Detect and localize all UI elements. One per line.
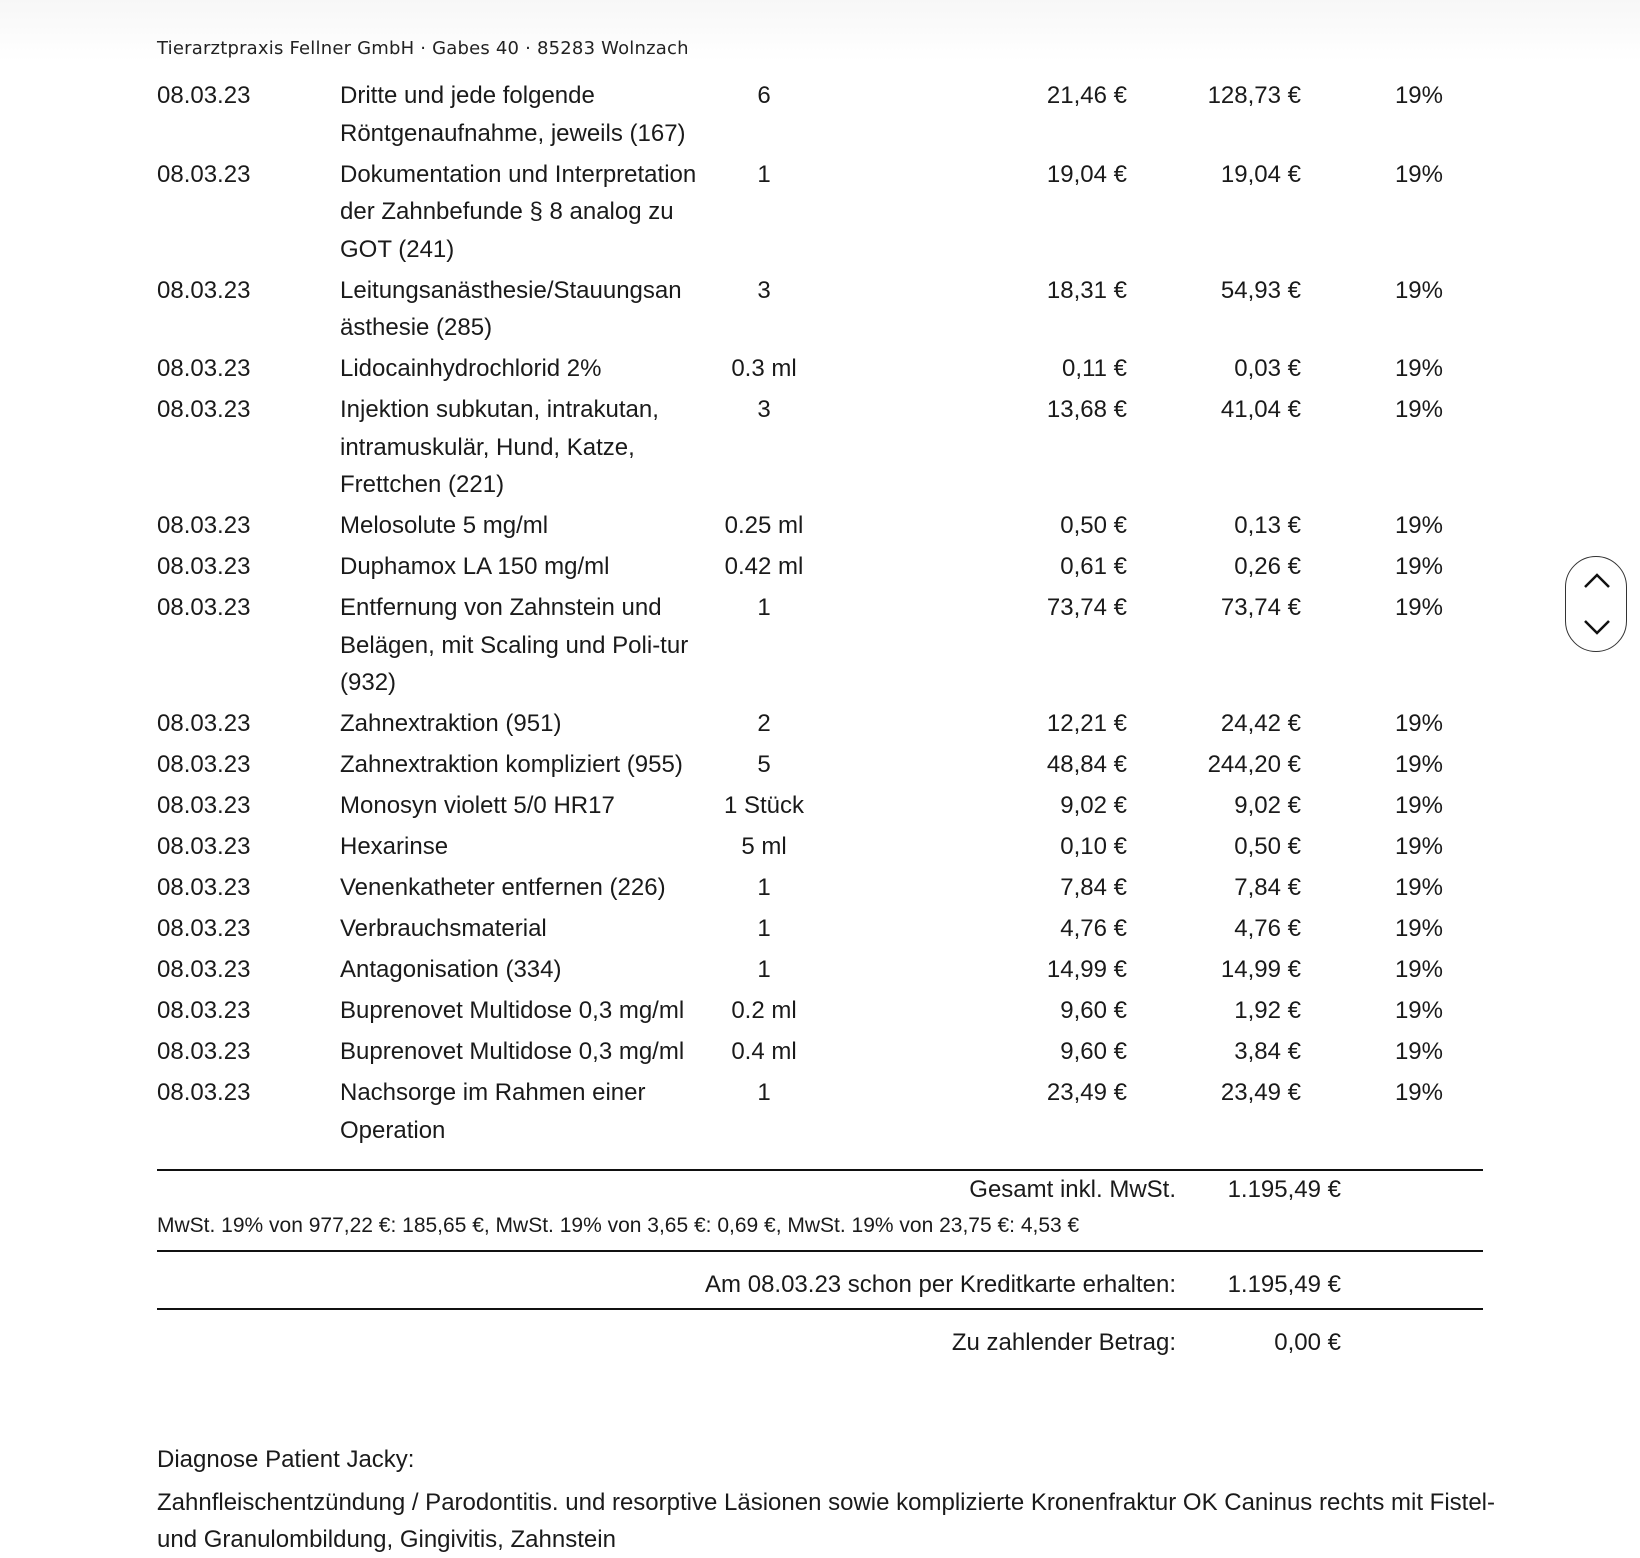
invoice-row bbox=[157, 787, 1483, 825]
item-description: Melosolute 5 mg/ml bbox=[340, 512, 549, 539]
item-unit-price: 0,50 € bbox=[1060, 512, 1127, 539]
item-total: 9,02 € bbox=[1234, 792, 1301, 819]
item-date: 08.03.23 bbox=[157, 915, 251, 942]
item-date: 08.03.23 bbox=[157, 160, 251, 188]
item-vat-rate: 19% bbox=[1394, 276, 1443, 304]
item-unit-price: 0,61 € bbox=[1060, 553, 1127, 580]
invoice-row bbox=[157, 705, 1483, 743]
item-quantity: 3 bbox=[757, 276, 771, 304]
item-date: 08.03.23 bbox=[157, 833, 251, 860]
item-description: Duphamox LA 150 mg/ml bbox=[340, 553, 610, 580]
item-vat-rate: 19% bbox=[1394, 915, 1443, 942]
item-quantity: 0.4 ml bbox=[731, 1038, 797, 1065]
item-unit-price: 4,76 € bbox=[1060, 915, 1127, 942]
item-description: Lidocainhydrochlorid 2% bbox=[340, 355, 602, 382]
item-quantity: 2 bbox=[757, 710, 771, 737]
item-date: 08.03.23 bbox=[157, 553, 251, 580]
item-total: 14,99 € bbox=[1220, 956, 1301, 983]
page-header bbox=[0, 0, 1640, 62]
item-quantity: 6 bbox=[757, 82, 771, 109]
item-vat-rate: 19% bbox=[1394, 396, 1443, 423]
invoice-row bbox=[157, 951, 1483, 989]
vat-breakdown: MwSt. 19% von 977,22 €: 185,65 €, MwSt. 19% von 3,65 €: 0,69 €, MwSt. 19% von 23,75 €: 4,53 € bbox=[157, 1214, 1080, 1237]
paid-value: 1.195,49 € bbox=[1227, 1271, 1341, 1298]
item-unit-price: 0,11 € bbox=[1062, 355, 1127, 382]
item-vat-rate: 19% bbox=[1394, 710, 1443, 737]
item-date: 08.03.23 bbox=[157, 355, 251, 382]
invoice-row bbox=[157, 828, 1483, 866]
invoice-row bbox=[157, 746, 1483, 784]
item-total: 23,49 € bbox=[1220, 1079, 1301, 1106]
item-date: 08.03.23 bbox=[157, 594, 251, 621]
totals-divider bbox=[157, 1169, 1483, 1171]
item-vat-rate: 19% bbox=[1394, 512, 1443, 539]
item-unit-price: 48,84 € bbox=[1046, 751, 1127, 778]
item-vat-rate: 19% bbox=[1394, 594, 1443, 621]
item-total: 0,03 € bbox=[1234, 355, 1301, 382]
item-total: 0,50 € bbox=[1234, 833, 1301, 860]
chevron-down-icon bbox=[1583, 619, 1611, 637]
invoice-items bbox=[157, 77, 1483, 1153]
item-vat-rate: 19% bbox=[1394, 751, 1443, 778]
amount-due-label: Zu zahlender Betrag: bbox=[951, 1329, 1176, 1356]
item-unit-price: 12,21 € bbox=[1046, 710, 1127, 737]
item-vat-rate: 19% bbox=[1394, 82, 1443, 109]
item-unit-price: 18,31 € bbox=[1046, 276, 1127, 304]
invoice-row bbox=[157, 350, 1483, 388]
amount-due-value: 0,00 € bbox=[1274, 1329, 1341, 1356]
item-date: 08.03.23 bbox=[157, 82, 251, 109]
item-vat-rate: 19% bbox=[1394, 355, 1443, 382]
item-total: 24,42 € bbox=[1220, 710, 1301, 737]
item-date: 08.03.23 bbox=[157, 792, 251, 819]
invoice-row bbox=[157, 869, 1483, 907]
invoice-row bbox=[157, 910, 1483, 948]
due-divider bbox=[157, 1308, 1483, 1310]
item-total: 128,73 € bbox=[1207, 82, 1301, 109]
invoice-row bbox=[157, 391, 1483, 504]
chevron-up-icon bbox=[1583, 571, 1611, 589]
item-quantity: 1 bbox=[757, 594, 771, 621]
gross-total-value: 1.195,49 € bbox=[1227, 1176, 1341, 1203]
item-quantity: 5 bbox=[757, 751, 771, 778]
diagnosis-text: Zahnfleischentzündung / Parodontitis. und resorptive Läsionen sowie komplizierte Kronenfraktur OK Caninus rechts mit Fistel- und Granulombildung, Gingivitis, Zahnstein bbox=[157, 1489, 1495, 1553]
invoice-row bbox=[157, 1033, 1483, 1071]
item-total: 19,04 € bbox=[1220, 160, 1301, 188]
item-quantity: 3 bbox=[757, 396, 771, 423]
item-unit-price: 14,99 € bbox=[1046, 956, 1127, 983]
item-description: Monosyn violett 5/0 HR17 bbox=[340, 792, 615, 819]
item-quantity: 1 Stück bbox=[723, 792, 805, 819]
item-total: 3,84 € bbox=[1234, 1038, 1301, 1065]
item-description: Buprenovet Multidose 0,3 mg/ml bbox=[340, 1038, 685, 1065]
practice-address: Tierarztpraxis Fellner GmbH · Gabes 40 · 85283 Wolnzach bbox=[157, 38, 689, 59]
item-description: Entfernung von Zahnstein und Belägen, mit Scaling und Poli-tur (932) bbox=[340, 594, 689, 696]
scroll-down-button[interactable] bbox=[1566, 605, 1626, 651]
gross-total-label: Gesamt inkl. MwSt. bbox=[969, 1176, 1176, 1203]
item-vat-rate: 19% bbox=[1394, 833, 1443, 860]
item-quantity: 1 bbox=[757, 160, 771, 188]
item-unit-price: 9,02 € bbox=[1060, 792, 1127, 819]
item-description: Antagonisation (334) bbox=[340, 956, 562, 983]
invoice-row bbox=[157, 77, 1483, 152]
item-quantity: 0.42 ml bbox=[724, 553, 804, 580]
item-quantity: 0.3 ml bbox=[731, 355, 797, 382]
item-date: 08.03.23 bbox=[157, 276, 251, 304]
item-vat-rate: 19% bbox=[1394, 160, 1443, 188]
item-description: Zahnextraktion (951) bbox=[340, 710, 562, 737]
item-description: Dritte und jede folgende Röntgenaufnahme, jeweils (167) bbox=[340, 82, 686, 147]
item-vat-rate: 19% bbox=[1394, 874, 1443, 901]
invoice-row bbox=[157, 589, 1483, 702]
item-date: 08.03.23 bbox=[157, 956, 251, 983]
invoice-row bbox=[157, 548, 1483, 586]
invoice-row bbox=[157, 272, 1483, 347]
item-unit-price: 0,10 € bbox=[1060, 833, 1127, 860]
diagnosis-title: Diagnose Patient Jacky: bbox=[157, 1446, 415, 1473]
item-quantity: 5 ml bbox=[741, 833, 787, 860]
item-unit-price: 19,04 € bbox=[1046, 160, 1127, 188]
item-unit-price: 13,68 € bbox=[1046, 396, 1127, 423]
item-date: 08.03.23 bbox=[157, 997, 251, 1024]
item-quantity: 1 bbox=[757, 915, 771, 942]
item-date: 08.03.23 bbox=[157, 751, 251, 778]
invoice-row bbox=[157, 507, 1483, 545]
item-vat-rate: 19% bbox=[1394, 956, 1443, 983]
item-unit-price: 9,60 € bbox=[1060, 997, 1127, 1024]
item-total: 73,74 € bbox=[1220, 594, 1301, 621]
item-description: Verbrauchsmaterial bbox=[340, 915, 547, 942]
item-quantity: 1 bbox=[757, 874, 771, 901]
item-description: Hexarinse bbox=[340, 833, 449, 860]
payment-divider bbox=[157, 1250, 1483, 1252]
invoice-row bbox=[157, 1074, 1483, 1149]
item-total: 0,13 € bbox=[1234, 512, 1301, 539]
item-date: 08.03.23 bbox=[157, 1079, 251, 1106]
item-description: Buprenovet Multidose 0,3 mg/ml bbox=[340, 997, 685, 1024]
item-description: Venenkatheter entfernen (226) bbox=[340, 874, 666, 901]
item-vat-rate: 19% bbox=[1394, 792, 1443, 819]
item-total: 4,76 € bbox=[1234, 915, 1301, 942]
item-date: 08.03.23 bbox=[157, 512, 251, 539]
item-total: 41,04 € bbox=[1220, 396, 1301, 423]
item-date: 08.03.23 bbox=[157, 874, 251, 901]
item-unit-price: 7,84 € bbox=[1060, 874, 1127, 901]
invoice-row bbox=[157, 156, 1483, 269]
item-quantity: 1 bbox=[757, 956, 771, 983]
item-description: Leitungsanästhesie/Stauungsan ästhesie (285) bbox=[340, 276, 682, 341]
item-total: 54,93 € bbox=[1220, 276, 1301, 304]
item-vat-rate: 19% bbox=[1394, 1079, 1443, 1106]
item-total: 244,20 € bbox=[1207, 751, 1301, 778]
item-date: 08.03.23 bbox=[157, 710, 251, 737]
item-total: 7,84 € bbox=[1234, 874, 1301, 901]
item-unit-price: 23,49 € bbox=[1046, 1079, 1127, 1106]
item-quantity: 0.25 ml bbox=[724, 512, 804, 539]
item-description: Dokumentation und Interpretation der Zahnbefunde § 8 analog zu GOT (241) bbox=[340, 160, 697, 263]
item-vat-rate: 19% bbox=[1394, 553, 1443, 580]
item-description: Injektion subkutan, intrakutan, intramuskulär, Hund, Katze, Frettchen (221) bbox=[340, 396, 659, 498]
item-date: 08.03.23 bbox=[157, 396, 251, 423]
item-unit-price: 9,60 € bbox=[1060, 1038, 1127, 1065]
item-vat-rate: 19% bbox=[1394, 1038, 1443, 1065]
scroll-control bbox=[1565, 556, 1627, 652]
item-quantity: 0.2 ml bbox=[731, 997, 797, 1024]
item-quantity: 1 bbox=[757, 1079, 771, 1106]
item-description: Zahnextraktion kompliziert (955) bbox=[340, 751, 683, 778]
scroll-up-button[interactable] bbox=[1566, 557, 1626, 603]
item-unit-price: 73,74 € bbox=[1046, 594, 1127, 621]
item-total: 0,26 € bbox=[1234, 553, 1301, 580]
item-vat-rate: 19% bbox=[1394, 997, 1443, 1024]
invoice-row bbox=[157, 992, 1483, 1030]
paid-label: Am 08.03.23 schon per Kreditkarte erhalten: bbox=[705, 1271, 1176, 1298]
item-date: 08.03.23 bbox=[157, 1038, 251, 1065]
item-total: 1,92 € bbox=[1234, 997, 1301, 1024]
item-unit-price: 21,46 € bbox=[1046, 82, 1127, 109]
item-description: Nachsorge im Rahmen einer Operation bbox=[340, 1079, 646, 1144]
